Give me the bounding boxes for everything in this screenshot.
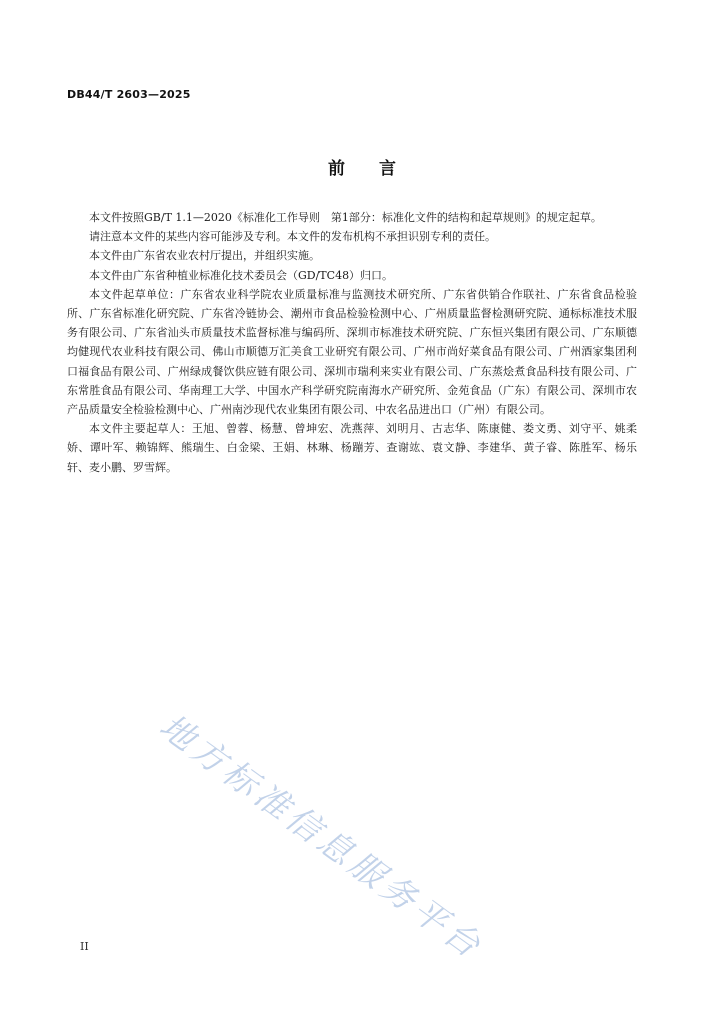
paragraph-patent-notice: 请注意本文件的某些内容可能涉及专利。本文件的发布机构不承担识别专利的责任。 — [89, 230, 496, 244]
paragraph-committee: 本文件由广东省种植业标准化技术委员会（GD/TC48）归口。 — [89, 268, 394, 282]
document-body — [67, 208, 637, 477]
paragraph-drafting-units: 本文件起草单位：广东省农业科学院农业质量标准与监测技术研究所、广东省供销合作联社、广东省食品检验所、广东省标准化研究院、广东省冷链协会、潮州市食品检验检测中心、广州质量监督检测研究院、通标标准技术服务有限公司、广东省汕头市质量技术监督标准与编码所、深圳市标准技术研究院、广东恒兴集团有限公司、广东顺德均健现代农业科技有限公司、佛山市顺德万汇美食工业研究有限公司、广州市尚好菜食品有限公司、广州酒家集团利口福食品有限公司、广州绿成餐饮供应链有限公司、深圳市瑞利来实业有限公司、广东蒸烩煮食品科技有限公司、广东常胜食品有限公司、华南理工大学、中国水产科学研究院南海水产研究所、金苑食品（广东）有限公司、深圳市农产品质量安全检验检测中心、广州南沙现代农业集团有限公司、中农名品进出口（广州）有限公司。 — [67, 287, 637, 417]
paragraph-proposer: 本文件由广东省农业农村厅提出，并组织实施。 — [89, 249, 320, 263]
watermark: 地方标准信息服务平台 — [151, 706, 491, 969]
paragraph-drafting-rules: 本文件按照GB/T 1.1—2020《标准化工作导则 第1部分：标准化文件的结构和起草规则》的规定起草。 — [89, 211, 602, 224]
page-number: II — [80, 940, 89, 953]
page-title: 前言 — [328, 159, 430, 179]
standard-code: DB44/T 2603—2025 — [67, 88, 191, 101]
paragraph-drafters: 本文件主要起草人：王旭、曾蓉、杨慧、曾坤宏、冼燕萍、刘明月、古志华、陈康健、娄文勇、刘守平、姚柔娇、谭叶军、赖锦辉、熊瑞生、白金梁、王娟、林琳、杨蹦芳、查谢竑、袁文静、李建华、黄子睿、陈胜军、杨乐轩、麦小鹏、罗雪辉。 — [67, 422, 637, 474]
